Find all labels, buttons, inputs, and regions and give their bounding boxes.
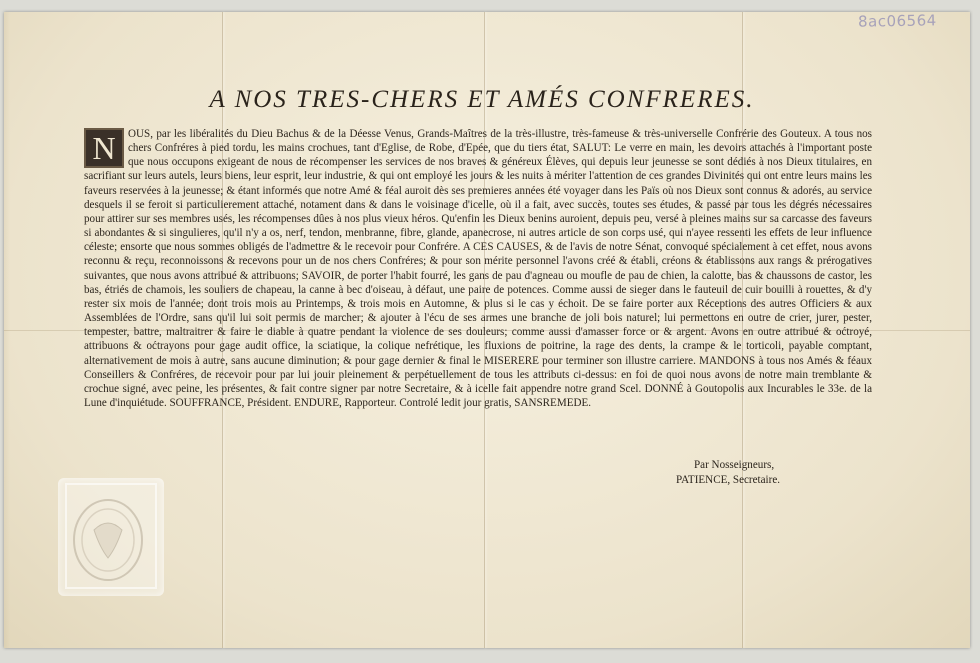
secretary-signature: PATIENCE, Secretaire. — [676, 474, 781, 486]
signature-salutation: Par Nosseigneurs, — [694, 459, 775, 471]
embossed-seal-icon — [58, 478, 164, 596]
document-title: A NOS TRES-CHERS ET AMÉS CONFRERES. — [209, 86, 755, 113]
document-body — [84, 127, 872, 410]
shelfmark-annotation: 8ac06564 — [857, 11, 937, 31]
drop-cap-initial: N — [84, 128, 124, 168]
body-paragraph: OUS, par les libéralités du Dieu Bachus & de la Déesse Venus, Grands-Maîtres de la très-illustre, très-fameuse & très-universelle Confrérie des Gouteux. A tous nos chers Confréres à pied tordu, les mains crochues, tant d'Eglise, de Robe, d'Epée, que du tiers état, SALUT: Le verre en main, les devoirs attachés à l'important poste que nous occupons exigeant de nous de récompenser les services de nos braves & généreux Élèves, qui depuis leur jeunesse se sont dédiés à nos Dieux titulaires, en sacrifiant sur leurs autels, leurs biens, leur esprit, leur industrie, & qui ont employé les jours & les nuits à mériter l'attention de ces grandes Divinités qui ont entre leurs mains les faveurs reservées à la jeunesse; & étant informés que notre Amé & féal auroit dès ses premieres années été voyager dans les Païs où nos Dieux sont connus & adorés, au service desquels il se feroit si particulierement attaché, notament dans & dans le voisinage d'icelle, où il a fait, avec succès, toutes ses études, & passé par tous les dégrés nécessaires pour attirer sur ses membres usés, les récompenses dûes à nos plus vieux héros. Qu'enfin les Dieux benins auroient, depuis peu, versé à pleines mains sur sa carcasse des faveurs si abondantes & si singulieres, qu'il n'y a os, nerf, tendon, menbranne, fibre, glande, apanecrose, ni autres article de son corps usé, qui n'ayee ressenti les effets de leur influence céleste; ensorte que nous sommes obligés de l'admettre & le recevoir pour Confrére. A CES CAUSES, & de l'avis de notre Sénat, convoqué spécialement à cet effet, nous avons reconnu & reçu, reconnoissons & recevons pour un de nos chers Confréres; & pour son mérite personnel l'avons créé & établi, créons & établissons aux rangs & prérogatives suivantes, que nous avons attribué & attribuons; SAVOIR, de porter l'habit fourré, les gans de pau d'agneau ou moufle de pau de chien, la calotte, bas & chaussons de castor, les bas, étriés de chamois, les souliers de chapeau, la canne à bec d'oiseau, à défaut, une paire de potences. Comme aussi de sieger dans le fauteuil de cuir bouilli à rouettes, & d'y rester six mois de l'année; dont trois mois au Printemps, & trois mois en Automne, & plus si le cas y échoit. De se faire porter aux Réceptions des autres Officiers & aux Assemblées de l'Ordre, sans qu'il lui soit permis de marcher; & ajouter à l'écu de ses armes une branche de joli bois naturel; lui permettons en outre de crier, jurer, pester, tempester, battre, maltraitrer & faire le diable à quatre pendant la violence de ses douleurs; comme aussi d'amasser force or & argent. Avons en outre attribué & oćtroyé, attribuons & oćtrayons pour gage audit office, la sciatique, la colique nefrétique, les fluxions de poitrine, la rage des dents, la crampe & le torticoli, payable comptant, alternativement de mois à autre, sans aucune diminution; & pour gage dernier & final le MISERERE pour terminer son illustre carriere. MANDONS à tous nos Amés & féaux Conseillers & Confréres, de recevoir pour par lui jouir pleinement & perpétuellement de tous les attributs ci-dessus: en foi de quoi nous avons de notre main tremblante & crochue signé, avec peine, les présentes, & fait contre signer par notre Secretaire, & à icelle fait appendre notre grand Scel. DONNÉ à Goutopolis aux Incurables le 33e. de la Lune d'inquiétude. SOUFFRANCE, Président. ENDURE, Rapporteur. Controlé ledit jour gratis, SANSREMEDE. — [84, 128, 872, 409]
